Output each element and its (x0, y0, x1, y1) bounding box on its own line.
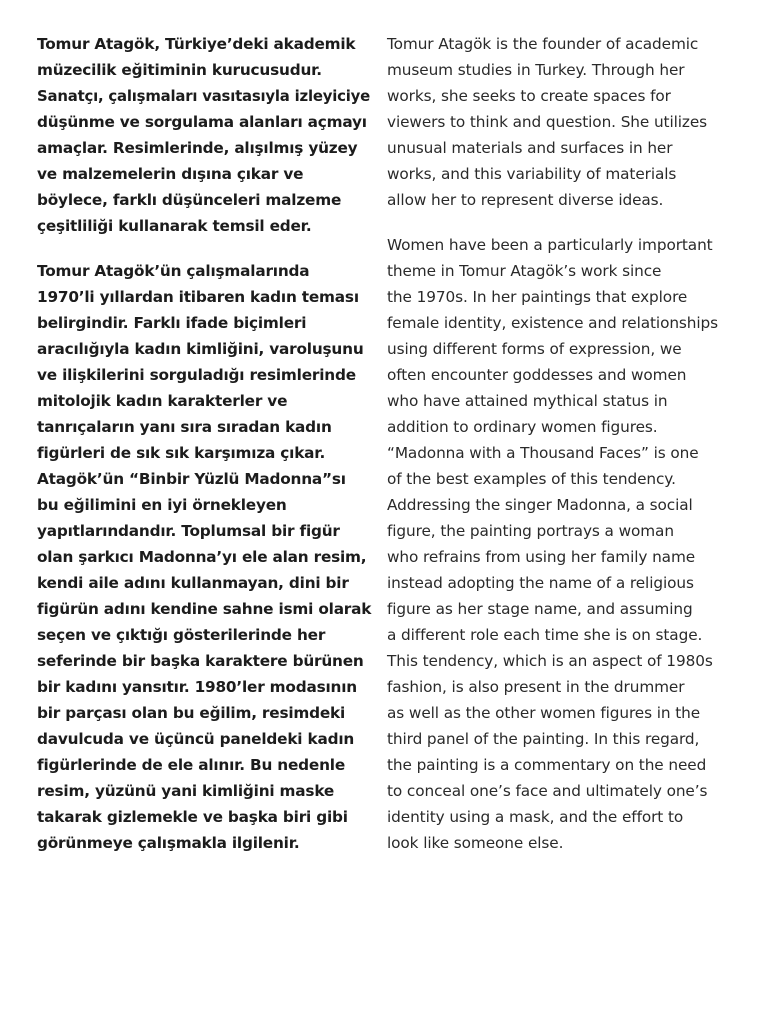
turkish-text-line: ve malzemelerin dışına çıkar ve (37, 165, 304, 183)
english-text-line: of the best examples of this tendency. (387, 470, 676, 488)
english-text-line: allow her to represent diverse ideas. (387, 191, 664, 209)
english-text-line: female identity, existence and relationships (387, 314, 719, 332)
turkish-text-line: kendi aile adını kullanmayan, dini bir (37, 574, 349, 592)
english-text-line: “Madonna with a Thousand Faces” is one (387, 444, 699, 462)
english-text-line: fashion, is also present in the drummer (387, 678, 685, 696)
turkish-text-line: Sanatçı, çalışmaları vasıtasıyla izleyiciye (37, 87, 371, 105)
turkish-text-line: müzecilik eğitiminin kurucusudur. (37, 61, 322, 79)
turkish-text-line: Tomur Atagök, Türkiye’deki akademik (37, 35, 356, 53)
turkish-paragraph-1 (37, 31, 372, 239)
english-text-line: third panel of the painting. In this regard, (387, 730, 700, 748)
turkish-text-line: 1970’li yıllardan itibaren kadın teması (37, 288, 359, 306)
english-paragraph-2 (387, 232, 737, 856)
turkish-text-line: aracılığıyla kadın kimliğini, varoluşunu (37, 340, 364, 358)
english-text-line: theme in Tomur Atagök’s work since (387, 262, 662, 280)
english-text-line: addition to ordinary women figures. (387, 418, 658, 436)
turkish-text-line: olan şarkıcı Madonna’yı ele alan resim, (37, 548, 367, 566)
english-text-line: Women have been a particularly important (387, 236, 713, 254)
english-text-line: Addressing the singer Madonna, a social (387, 496, 693, 514)
english-text-line: Tomur Atagök is the founder of academic (387, 35, 699, 53)
english-text-line: figure as her stage name, and assuming (387, 600, 693, 618)
english-text-line: works, and this variability of materials (387, 165, 677, 183)
english-text-line: look like someone else. (387, 834, 564, 852)
english-column (387, 31, 737, 875)
english-paragraph-1 (387, 31, 737, 213)
turkish-text-line: figürleri de sık sık karşımıza çıkar. (37, 444, 326, 462)
turkish-text-line: Tomur Atagök’ün çalışmalarında (37, 262, 310, 280)
turkish-text-line: resim, yüzünü yani kimliğini maske (37, 782, 335, 800)
turkish-text-line: çeşitliliği kullanarak temsil eder. (37, 217, 312, 235)
english-text-line: figure, the painting portrays a woman (387, 522, 674, 540)
english-text-line: who have attained mythical status in (387, 392, 668, 410)
english-text-line: the 1970s. In her paintings that explore (387, 288, 688, 306)
english-text-line: viewers to think and question. She utilizes (387, 113, 708, 131)
english-text-line: works, she seeks to create spaces for (387, 87, 671, 105)
english-text-line: identity using a mask, and the effort to (387, 808, 684, 826)
english-text-line: instead adopting the name of a religious (387, 574, 694, 592)
turkish-text-line: bu eğilimini en iyi örnekleyen (37, 496, 287, 514)
turkish-text-line: düşünme ve sorgulama alanları açmayı (37, 113, 367, 131)
turkish-text-line: belirgindir. Farklı ifade biçimleri (37, 314, 307, 332)
english-text-line: This tendency, which is an aspect of 1980s (387, 652, 713, 670)
turkish-text-line: böylece, farklı düşünceleri malzeme (37, 191, 342, 209)
english-text-line: to conceal one’s face and ultimately one’s (387, 782, 708, 800)
turkish-text-line: görünmeye çalışmakla ilgilenir. (37, 834, 300, 852)
turkish-text-line: takarak gizlemekle ve başka biri gibi (37, 808, 348, 826)
turkish-text-line: figürlerinde de ele alınır. Bu nedenle (37, 756, 346, 774)
english-text-line: museum studies in Turkey. Through her (387, 61, 685, 79)
turkish-column (37, 31, 372, 875)
turkish-paragraph-2 (37, 258, 372, 856)
turkish-text-line: seferinde bir başka karaktere bürünen (37, 652, 364, 670)
english-text-line: who refrains from using her family name (387, 548, 696, 566)
turkish-text-line: seçen ve çıktığı gösterilerinde her (37, 626, 326, 644)
english-text-line: unusual materials and surfaces in her (387, 139, 673, 157)
english-text-line: a different role each time she is on stage. (387, 626, 703, 644)
turkish-text-line: yapıtlarındandır. Toplumsal bir figür (37, 522, 340, 540)
turkish-text-line: bir parçası olan bu eğilim, resimdeki (37, 704, 346, 722)
turkish-text-line: bir kadını yansıtır. 1980’ler modasının (37, 678, 357, 696)
turkish-text-line: tanrıçaların yanı sıra sıradan kadın (37, 418, 332, 436)
turkish-text-line: mitolojik kadın karakterler ve (37, 392, 288, 410)
english-text-line: often encounter goddesses and women (387, 366, 687, 384)
turkish-text-line: figürün adını kendine sahne ismi olarak (37, 600, 372, 618)
english-text-line: as well as the other women figures in the (387, 704, 701, 722)
turkish-text-line: davulcuda ve üçüncü paneldeki kadın (37, 730, 355, 748)
english-text-line: the painting is a commentary on the need (387, 756, 707, 774)
turkish-text-line: Atagök’ün “Binbir Yüzlü Madonna”sı (37, 470, 346, 488)
turkish-text-line: amaçlar. Resimlerinde, alışılmış yüzey (37, 139, 358, 157)
english-text-line: using different forms of expression, we (387, 340, 682, 358)
turkish-text-line: ve ilişkilerini sorguladığı resimlerinde (37, 366, 356, 384)
